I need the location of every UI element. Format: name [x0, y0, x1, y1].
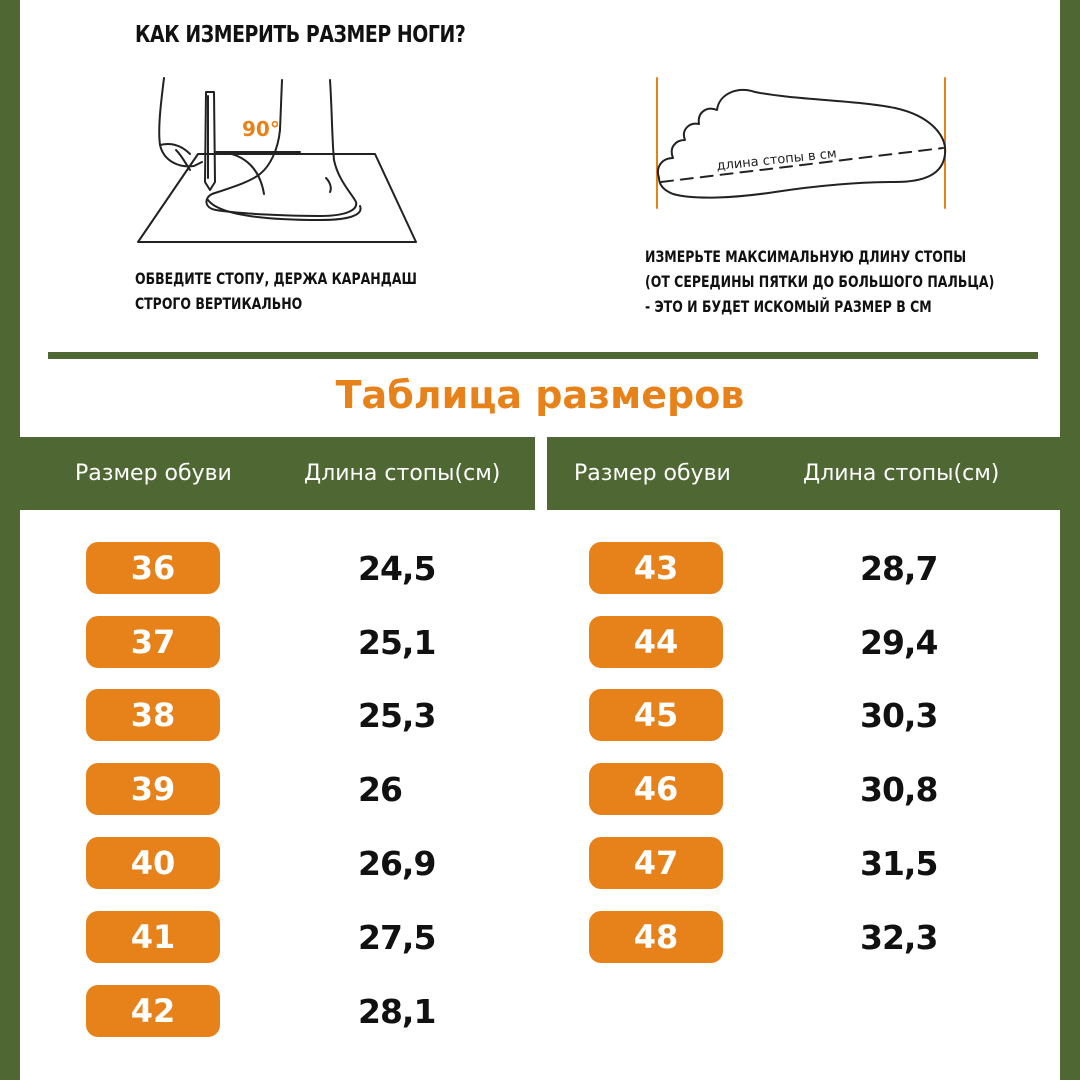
foot-length-value: 26,9 — [358, 843, 436, 883]
left-caption — [135, 266, 417, 316]
size-table-title: Таблица размеров — [335, 373, 745, 417]
section-divider — [48, 352, 1038, 359]
size-badge: 36 — [86, 542, 220, 594]
header-shoe-size-left: Размер обуви — [75, 461, 232, 486]
foot-length-value: 28,7 — [860, 548, 938, 588]
foot-tracing-illustration-icon — [120, 70, 430, 255]
foot-length-value: 30,8 — [860, 769, 938, 809]
foot-length-illustration-icon — [645, 70, 955, 215]
size-badge: 37 — [86, 616, 220, 668]
size-badge: 42 — [86, 985, 220, 1037]
foot-length-value: 32,3 — [860, 917, 938, 957]
foot-length-value: 29,4 — [860, 622, 938, 662]
right-caption — [645, 244, 994, 319]
right-caption-line: (ОТ СЕРЕДИНЫ ПЯТКИ ДО БОЛЬШОГО ПАЛЬЦА) — [645, 272, 995, 291]
size-badge: 38 — [86, 689, 220, 741]
header-foot-length-left: Длина стопы(см) — [304, 461, 501, 486]
foot-length-value: 25,1 — [358, 622, 436, 662]
foot-length-value: 30,3 — [860, 695, 938, 735]
foot-length-value: 31,5 — [860, 843, 938, 883]
size-badge: 46 — [589, 763, 723, 815]
size-badge: 45 — [589, 689, 723, 741]
right-caption-line: ИЗМЕРЬТЕ МАКСИМАЛЬНУЮ ДЛИНУ СТОПЫ — [645, 247, 967, 266]
left-caption-line: СТРОГО ВЕРТИКАЛЬНО — [135, 294, 303, 313]
left-caption-line: ОБВЕДИТЕ СТОПУ, ДЕРЖА КАРАНДАШ — [135, 269, 417, 288]
size-badge: 43 — [589, 542, 723, 594]
angle-label: 90° — [242, 117, 280, 141]
size-badge: 48 — [589, 911, 723, 963]
column-separator — [535, 437, 547, 510]
size-badge: 47 — [589, 837, 723, 889]
foot-length-value: 25,3 — [358, 695, 436, 735]
header-foot-length-right: Длина стопы(см) — [803, 461, 1000, 486]
foot-length-value: 27,5 — [358, 917, 436, 957]
size-badge: 40 — [86, 837, 220, 889]
size-badge: 39 — [86, 763, 220, 815]
foot-length-value: 24,5 — [358, 548, 436, 588]
header-shoe-size-right: Размер обуви — [574, 461, 731, 486]
size-badge: 44 — [589, 616, 723, 668]
foot-length-value: 28,1 — [358, 991, 436, 1031]
right-caption-line: - ЭТО И БУДЕТ ИСКОМЫЙ РАЗМЕР В СМ — [645, 297, 932, 316]
how-to-measure-title: КАК ИЗМЕРИТЬ РАЗМЕР НОГИ? — [135, 22, 466, 48]
foot-length-value: 26 — [358, 769, 402, 809]
foot-length-label: длина стопы в см — [715, 146, 838, 174]
size-badge: 41 — [86, 911, 220, 963]
